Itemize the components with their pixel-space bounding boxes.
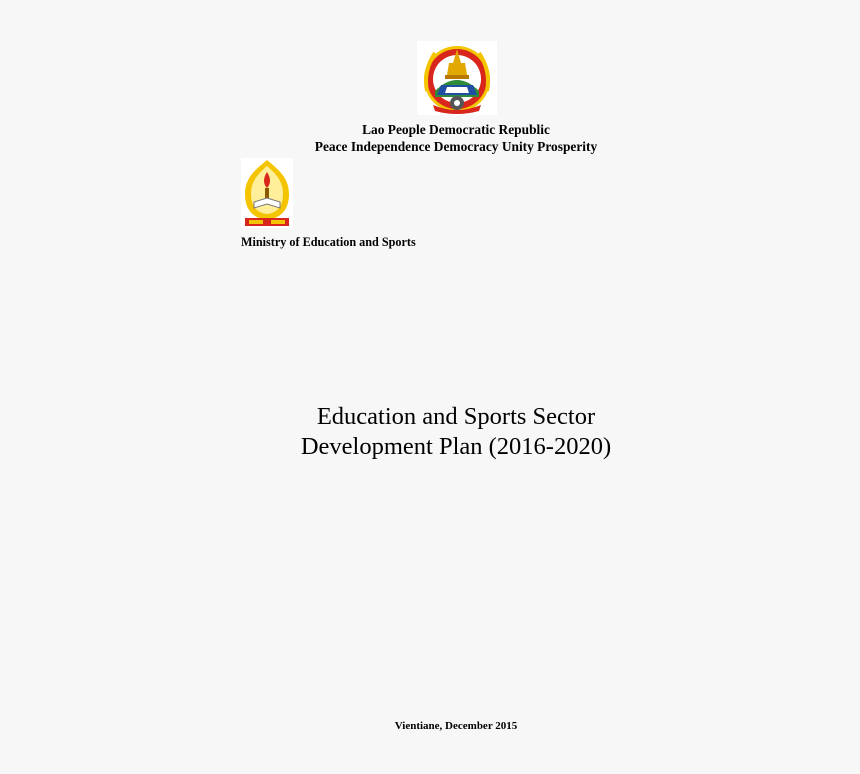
place-and-date: Vientiane, December 2015 — [394, 720, 518, 732]
national-motto: Peace Independence Democracy Unity Prosperity — [314, 139, 598, 154]
ministry-emblem-icon — [241, 158, 293, 228]
country-name: Lao People Democratic Republic — [362, 122, 550, 137]
ministry-name: Ministry of Education and Sports — [241, 235, 416, 249]
document-title — [240, 402, 672, 462]
document-title-line-1: Education and Sports Sector — [316, 403, 596, 430]
national-emblem-icon — [417, 41, 497, 115]
country-header — [240, 121, 672, 155]
document-title-line-2: Development Plan (2016-2020) — [300, 433, 612, 460]
